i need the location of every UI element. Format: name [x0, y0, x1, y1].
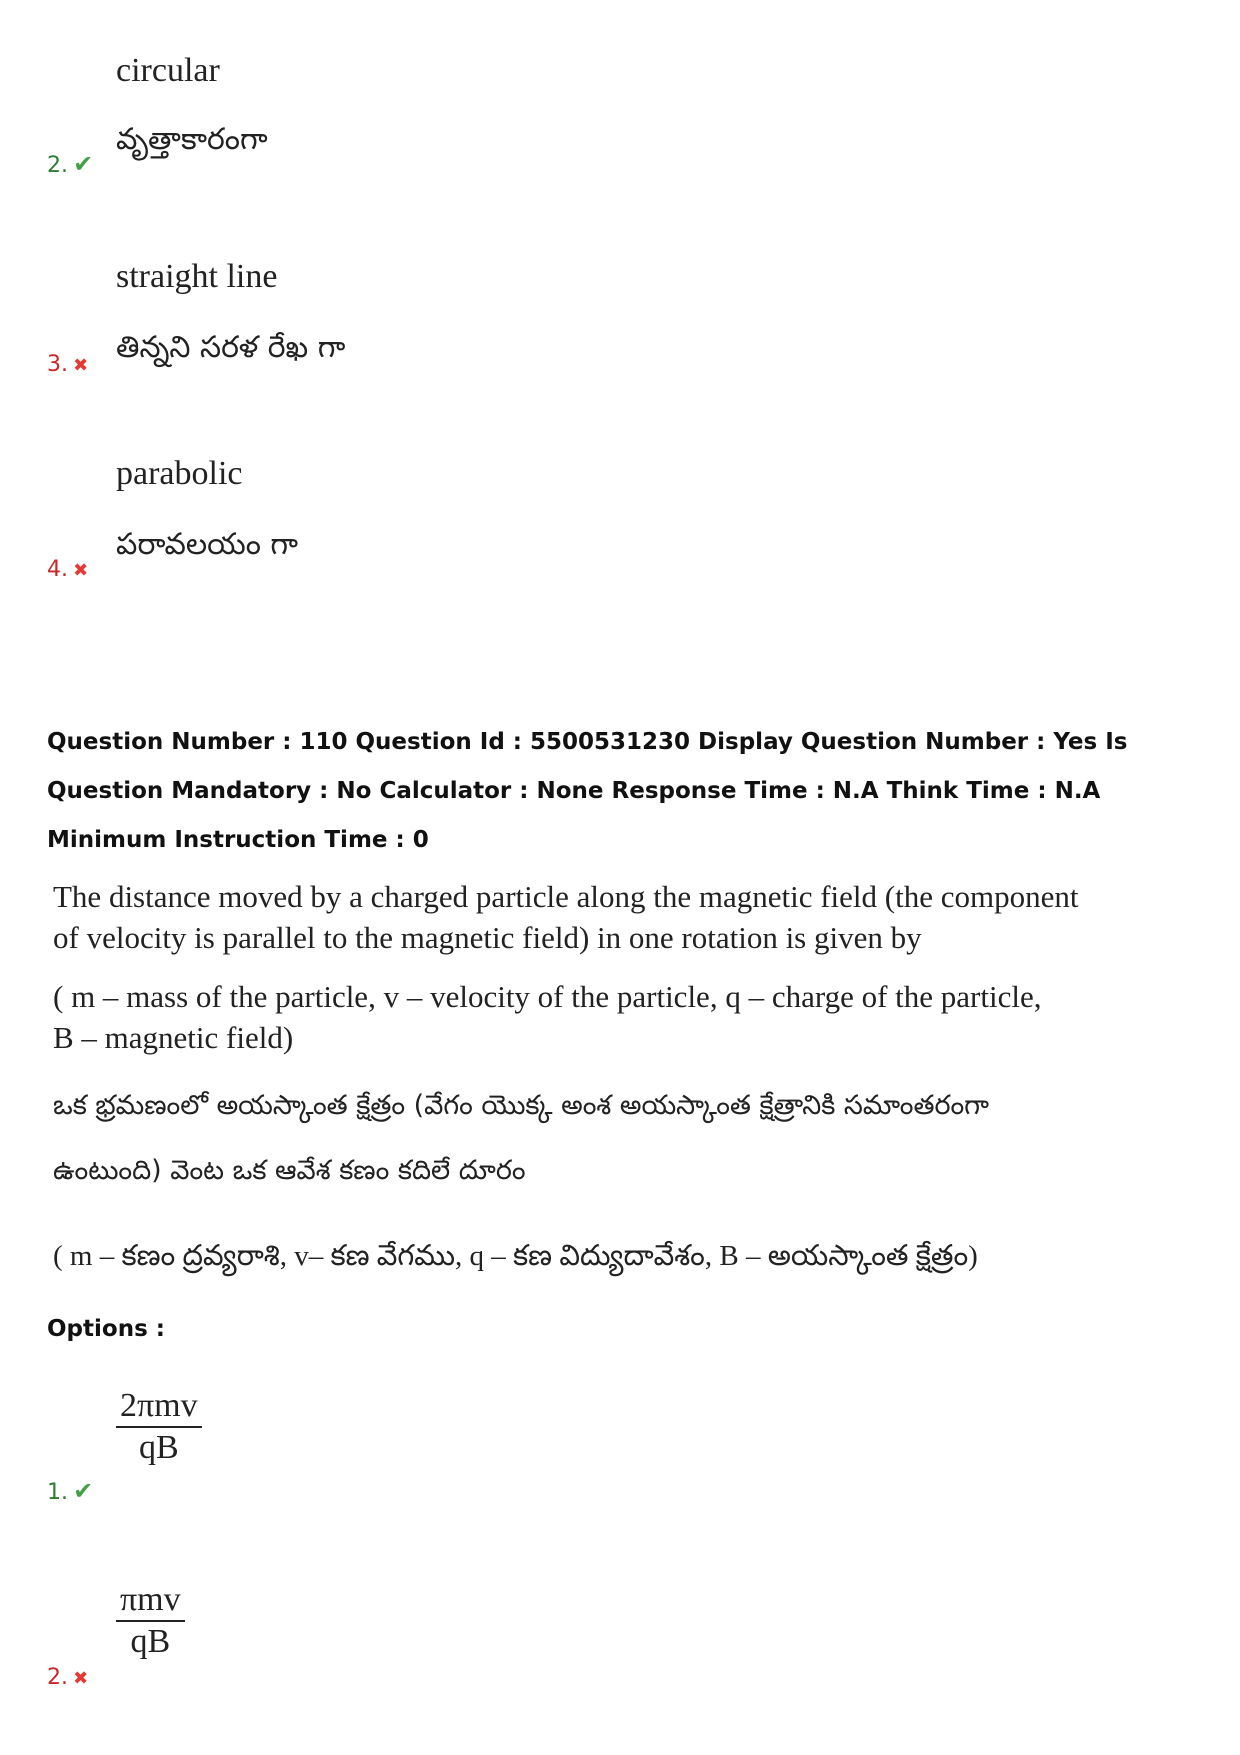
option-number: 3.: [47, 352, 68, 377]
option-number: 1.: [47, 1480, 68, 1505]
question-legend-line-2: B – magnetic field): [53, 1020, 294, 1055]
option-number-row: [47, 1477, 93, 1505]
formula-denominator: qB: [130, 1623, 171, 1660]
question-telugu-line-2: ఉంటుంది) వెంట ఒక ఆవేశ కణం కదిలే దూరం: [53, 1155, 526, 1186]
option-number-row: [47, 150, 93, 178]
question-legend-line-1: ( m – mass of the particle, v – velocity of the particle, q – charge of the particle,: [53, 979, 1042, 1014]
cross-icon: ✖: [73, 560, 89, 581]
question-telugu-legend: ( m – కణం ద్రవ్యరాశి, v– కణ వేగము, q – కణ విద్యుదావేశం, B – అయస్కాంత క్షేత్రం): [53, 1240, 978, 1272]
question-english-line-2: of velocity is parallel to the magnetic field) in one rotation is given by: [53, 920, 922, 955]
option-formula: [116, 1386, 202, 1468]
option-telugu-text: వృత్తాకారంగా: [116, 122, 268, 157]
option-telugu-text: తిన్నని సరళ రేఖ గా: [116, 330, 346, 365]
question-telugu-line-1: ఒక భ్రమణంలో అయస్కాంత క్షేత్రం (వేగం యొక్క అంశ అయస్కాంత క్షేత్రానికి సమాంతరంగా: [53, 1090, 990, 1121]
formula-numerator: πmv: [120, 1581, 181, 1618]
formula-numerator: 2πmv: [120, 1387, 198, 1424]
check-icon: ✔: [73, 150, 94, 178]
formula-denominator: qB: [138, 1429, 179, 1466]
check-icon: ✔: [73, 1477, 94, 1505]
option-number-row: [47, 352, 88, 377]
option-number-row: [47, 1665, 88, 1690]
option-formula: [116, 1580, 185, 1662]
option-number: 2.: [47, 153, 68, 178]
option-english-text: straight line: [116, 258, 278, 295]
option-english-text: parabolic: [116, 455, 243, 492]
option-number-row: [47, 557, 88, 582]
options-label: Options :: [47, 1316, 165, 1342]
option-english-text: circular: [116, 52, 220, 89]
question-metadata: Question Number : 110 Question Id : 5500531230 Display Question Number : Yes Is Question Mandatory : No Calculator : None Response Time : N.A Think Time : N.A Minimum Instruction Time : 0: [47, 729, 1128, 853]
cross-icon: ✖: [73, 1668, 89, 1689]
option-telugu-text: పరావలయం గా: [116, 527, 299, 562]
option-number: 4.: [47, 557, 68, 582]
question-english-line-1: The distance moved by a charged particle along the magnetic field (the component: [53, 879, 1079, 914]
cross-icon: ✖: [73, 355, 89, 376]
option-number: 2.: [47, 1665, 68, 1690]
